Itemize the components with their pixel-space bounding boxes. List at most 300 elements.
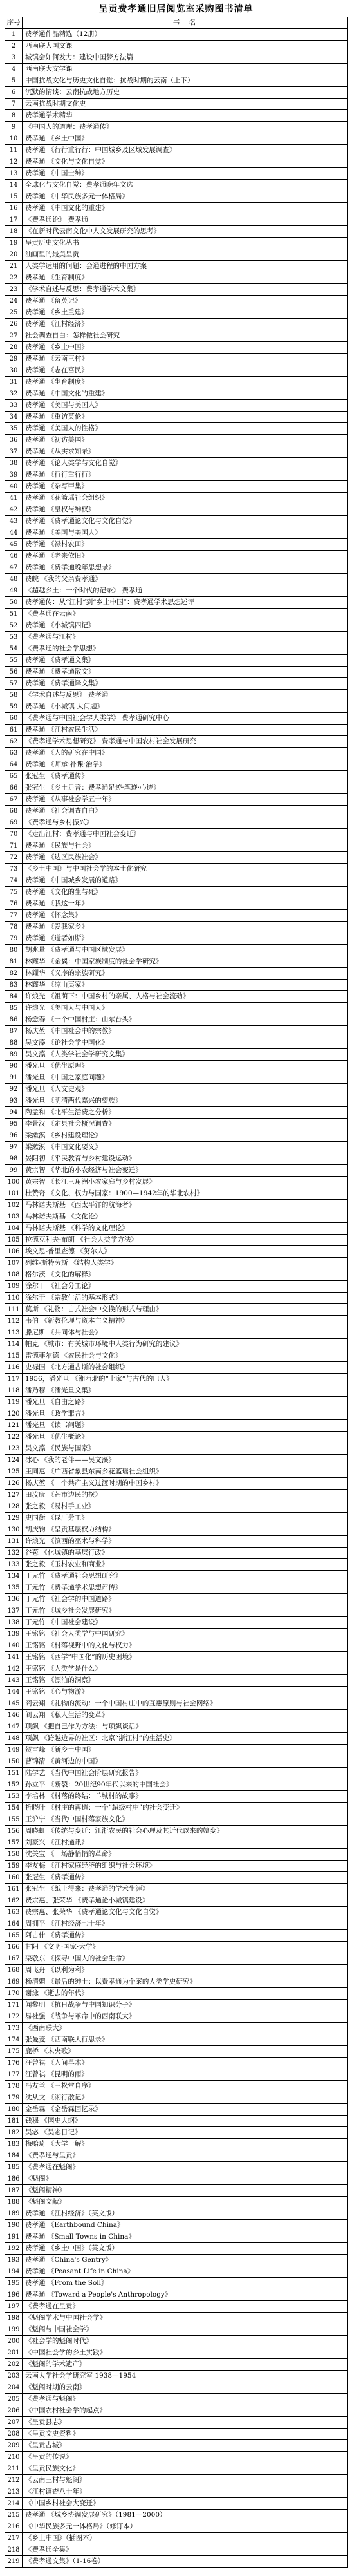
table-row [5, 342, 347, 354]
table-row [5, 354, 347, 365]
table-row [5, 1316, 347, 1327]
book-title: 《魁阁文献》 [25, 2198, 66, 2206]
row-number: 95 [5, 1119, 23, 1130]
table-row [5, 933, 347, 945]
row-number: 107 [5, 1258, 23, 1269]
row-number: 204 [5, 2382, 23, 2393]
row-number: 21 [5, 261, 23, 272]
book-title: 曹锦清 《黄河边的中国》 [25, 1757, 102, 1765]
row-number: 73 [5, 864, 23, 875]
book-title: 费孝通 《生育制度》 [25, 274, 88, 281]
row-number: 65 [5, 771, 23, 782]
row-number: 109 [5, 1281, 23, 1292]
book-title: 《超越乡土：一个时代的记录》 费孝通 [25, 587, 142, 594]
table-row [5, 2023, 347, 2034]
table-row [5, 1235, 347, 1246]
row-number: 31 [5, 377, 23, 388]
table-row [5, 2544, 347, 2556]
book-title: 王铭铭 《人类学是什么》 [25, 1665, 102, 1672]
book-title: 费孝通 《费孝通文集》 [25, 656, 95, 664]
row-number: 102 [5, 1200, 23, 1211]
row-number: 170 [5, 1988, 23, 1999]
book-list-table [5, 17, 348, 2568]
table-row [5, 52, 347, 64]
book-title: 《学术自述与反思》 费孝通 [25, 691, 109, 699]
row-number: 60 [5, 713, 23, 724]
table-row [5, 284, 347, 296]
book-title: 费孝通 《行行重行行》 [25, 471, 95, 478]
row-number: 55 [5, 655, 23, 666]
table-row [5, 2336, 347, 2347]
book-title: 费孝通 《志在富民》 [25, 366, 88, 374]
book-title: 《费孝通的社会学思想》 [25, 645, 100, 652]
book-title: 潘光旦 《自由之路》 [25, 1398, 88, 1406]
book-title: 李培林 《村落的终结：羊城村的故事》 [25, 1792, 142, 1800]
table-row [5, 1721, 347, 1733]
table-row [5, 2104, 347, 2116]
book-title: 费孝通 《我这一年》 [25, 900, 88, 907]
table-row [5, 2533, 347, 2544]
table-row [5, 481, 347, 493]
book-title: 《费孝通在云南》 [25, 610, 79, 618]
row-number: 191 [5, 2231, 23, 2242]
row-number: 132 [5, 1548, 23, 1558]
book-title: 冰心 《我的老伴——吴文藻》 [25, 1456, 115, 1464]
row-number: 211 [5, 2463, 23, 2474]
row-number: 130 [5, 1524, 23, 1535]
row-number: 105 [5, 1235, 23, 1245]
row-number: 149 [5, 1745, 23, 1756]
row-number: 203 [5, 2371, 23, 2382]
row-number: 93 [5, 1095, 23, 1106]
row-number: 212 [5, 2475, 23, 2486]
book-title: 费孝通 《行行重行行：中国城乡及区域发展调查》 [25, 146, 176, 154]
row-number: 182 [5, 2127, 23, 2138]
book-title: 《西南联大》 [25, 2024, 66, 2032]
book-title: 费孝通 《China's Gentry》 [25, 2256, 113, 2264]
table-row [5, 1269, 347, 1281]
row-number: 166 [5, 1942, 23, 1953]
book-title: 《费孝通与中国社会学人类学》 费孝通研究中心 [25, 714, 169, 722]
book-title: 费孝通 《Small Towns in China》 [25, 2233, 135, 2240]
table-row [5, 1791, 347, 1803]
table-row [5, 2347, 347, 2359]
table-row [5, 2034, 347, 2046]
book-title: 费孝通 《中国城乡发展的道路》 [25, 876, 122, 884]
table-row [5, 2058, 347, 2069]
book-title: 费孝通 《重访英伦》 [25, 413, 88, 421]
book-title: 费孝通 《逝者如斯》 [25, 934, 88, 942]
table-row [5, 1814, 347, 1826]
book-title: 韦伯 《新教伦理与资本主义精神》 [25, 1317, 129, 1325]
book-title: 张曼菱 《西南联大行思录》 [25, 2036, 109, 2043]
row-number: 49 [5, 585, 23, 596]
book-title: 潘光旦 《优生原理》 [25, 1062, 88, 1070]
table-row [5, 412, 347, 423]
table-row [5, 377, 347, 388]
row-number: 180 [5, 2104, 23, 2115]
table-row [5, 713, 347, 724]
book-title: 费宗惠、张荣华 《费孝通论小城镇建设》 [25, 1897, 149, 1904]
row-number: 145 [5, 1698, 23, 1709]
table-row [5, 41, 347, 52]
row-number: 36 [5, 435, 23, 446]
book-title: 费孝通 《花篮瑶社会组织》 [25, 494, 109, 502]
table-row [5, 562, 347, 574]
row-number: 53 [5, 632, 23, 643]
book-title: 《费孝通与江村》 [25, 633, 79, 641]
row-number: 143 [5, 1675, 23, 1686]
book-title: 许烺光 《美国人与中国人》 [25, 1004, 109, 1012]
table-row [5, 2301, 347, 2313]
table-row [5, 1548, 347, 1559]
book-title: 费孝通 《皇权与绅权》 [25, 506, 95, 513]
table-row [5, 724, 347, 736]
table-row [5, 2359, 347, 2371]
table-row [5, 2116, 347, 2127]
book-title: 费孝通 《江村经济》 [25, 320, 88, 328]
book-title: 张冠生 《费孝通传》 [25, 1873, 88, 1881]
row-number: 116 [5, 1362, 23, 1373]
book-title: 折晓叶 《村庄的再造：一个“超级村庄”的社会变迁》 [25, 1804, 183, 1812]
book-title: 《呈贡的传说》 [25, 2453, 73, 2461]
book-title: 金岳霖 《金岳霖回忆录》 [25, 2105, 102, 2113]
row-number: 178 [5, 2081, 23, 2092]
row-number: 38 [5, 458, 23, 469]
book-title: 费孝通 《乡土中国》（英文版） [25, 2244, 119, 2252]
book-title: 王铭铭 《村落视野中的文化与权力》 [25, 1642, 136, 1649]
table-row [5, 296, 347, 307]
table-row [5, 574, 347, 585]
row-number: 163 [5, 1907, 23, 1918]
table-row [5, 1455, 347, 1466]
row-number: 82 [5, 968, 23, 979]
book-title: 汪曾祺 《昆明的雨》 [25, 2070, 88, 2078]
row-number: 198 [5, 2313, 23, 2324]
row-number: 98 [5, 1153, 23, 1164]
row-number: 188 [5, 2197, 23, 2208]
column-header-number: 序号 [5, 17, 23, 28]
book-title: 费孝通 《师承·补课·治学》 [25, 761, 106, 768]
row-number: 192 [5, 2243, 23, 2254]
row-number: 28 [5, 342, 23, 353]
table-row [5, 2174, 347, 2185]
table-row [5, 1826, 347, 1837]
row-number: 58 [5, 690, 23, 701]
book-title: 《中华民族多元一体格局》（修订本） [25, 2523, 137, 2530]
book-title: 丁元竹 《社会学的中国道路》 [25, 1595, 115, 1603]
table-row [5, 840, 347, 852]
row-number: 218 [5, 2544, 23, 2555]
book-title: 王铭铭 《漂泊的洞察》 [25, 1676, 95, 1684]
table-row [5, 2452, 347, 2463]
table-row [5, 1582, 347, 1594]
table-row [5, 1420, 347, 1432]
book-title: 费孝通 《初访美国》 [25, 436, 88, 444]
row-number: 183 [5, 2139, 23, 2150]
row-number: 5 [5, 75, 23, 86]
table-row [5, 1872, 347, 1884]
table-row [5, 1107, 347, 1119]
table-row [5, 643, 347, 655]
table-row [5, 1466, 347, 1478]
table-row [5, 1188, 347, 1200]
row-number: 176 [5, 2058, 23, 2069]
table-row [5, 829, 347, 840]
row-number: 113 [5, 1327, 23, 1338]
book-title: 杨庆堃 《一个共产主义过渡时期的中国乡村》 [25, 1479, 163, 1487]
row-number: 186 [5, 2174, 23, 2184]
table-row [5, 319, 347, 330]
table-row [5, 1362, 347, 1374]
table-row [5, 1849, 347, 1861]
table-row [5, 1745, 347, 1756]
book-title: 《呈贡古城》 [25, 2441, 66, 2449]
book-title: 费孝通 《文化的生与死》 [25, 888, 102, 896]
book-title: 费孝通 《留英记》 [25, 297, 82, 305]
row-number: 147 [5, 1721, 23, 1732]
row-number: 128 [5, 1501, 23, 1512]
row-number: 94 [5, 1107, 23, 1118]
book-title: 费孝通 《文化与文化自觉》 [25, 158, 109, 166]
book-title: 费孝通 《中华民族多元一体格局》 [25, 193, 129, 200]
book-title: 渠敬东 《探寻中国人的社会生命》 [25, 1955, 129, 1962]
table-row [5, 1652, 347, 1663]
book-title: 费孝通 《小城镇四记》 [25, 621, 95, 629]
row-number: 185 [5, 2162, 23, 2173]
book-title: 《在新时代云南文化中人文发展研究的思考》 [25, 227, 160, 235]
book-title: 费孝通 《江村农民生活》 [25, 726, 102, 734]
book-title: 汪曾祺 《人间草木》 [25, 2059, 88, 2067]
book-title: 《中国乡村社会大变迁》 [25, 2499, 100, 2507]
table-row [5, 2382, 347, 2394]
row-number: 115 [5, 1350, 23, 1361]
table-row [5, 1942, 347, 1953]
row-number: 119 [5, 1397, 23, 1408]
table-row [5, 1095, 347, 1107]
row-number: 71 [5, 840, 23, 851]
table-row [5, 817, 347, 829]
table-row [5, 145, 347, 156]
book-title: 《费孝通与乡村振兴》 [25, 819, 93, 826]
row-number: 168 [5, 1965, 23, 1976]
book-title: 费孝通 《爱我家乡》 [25, 923, 88, 931]
row-number: 50 [5, 597, 23, 608]
row-number: 51 [5, 609, 23, 620]
book-title: 费孝通 《城乡协调发展研究》（1981—2000） [25, 2511, 167, 2519]
book-title: 鹿桥 《未央歌》 [25, 2047, 75, 2055]
book-title: 梅贻琦 《大学一解》 [25, 2140, 88, 2148]
book-title: 田汝康 《芒市边民的摆》 [25, 1491, 102, 1499]
book-title: 《江村调查八十年》 [25, 2488, 86, 2496]
row-number: 66 [5, 782, 23, 793]
book-title: 甘阳 《文明·国家·大学》 [25, 1943, 100, 1951]
table-row [5, 87, 347, 99]
row-number: 202 [5, 2359, 23, 2370]
row-number: 63 [5, 748, 23, 759]
row-number: 160 [5, 1872, 23, 1883]
row-number: 40 [5, 481, 23, 492]
table-row [5, 2521, 347, 2533]
row-number: 155 [5, 1814, 23, 1825]
table-row [5, 110, 347, 122]
book-title: 费孝通 《杂写甲集》 [25, 482, 88, 490]
table-row [5, 2011, 347, 2023]
book-title: 吴文藻 《民族与国家》 [25, 1444, 95, 1452]
book-title: 张冠生 《费孝通传》 [25, 772, 88, 780]
table-row [5, 1513, 347, 1524]
row-number: 90 [5, 1061, 23, 1072]
table-row [5, 1153, 347, 1165]
table-row [5, 748, 347, 759]
table-row [5, 1837, 347, 1849]
table-row [5, 922, 347, 933]
book-title: 费孝通 《费孝通晚年思想录》 [25, 564, 115, 571]
book-title: 陆学艺 《当代中国社会阶层研究报告》 [25, 1769, 142, 1777]
row-number: 35 [5, 423, 23, 434]
table-row [5, 423, 347, 435]
row-number: 111 [5, 1304, 23, 1315]
book-title: 费孝通 《美国人的性格》 [25, 424, 102, 432]
book-title: 沈关宝 《一场静悄悄的革命》 [25, 1850, 115, 1858]
table-row [5, 887, 347, 898]
book-title: 林耀华 《凉山夷家》 [25, 981, 88, 989]
book-title: 吴文藻 《人类学社会学研究文集》 [25, 1050, 129, 1058]
row-number: 167 [5, 1953, 23, 1964]
table-row [5, 2289, 347, 2301]
table-row [5, 2313, 347, 2324]
table-row [5, 701, 347, 713]
table-row [5, 690, 347, 701]
table-row [5, 1072, 347, 1084]
table-row [5, 1559, 347, 1571]
table-row [5, 1640, 347, 1652]
book-title: 社会调查自白：怎样做社会研究 [25, 332, 120, 339]
row-number: 30 [5, 365, 23, 376]
table-row [5, 1258, 347, 1269]
row-number: 48 [5, 574, 23, 585]
table-row [5, 2440, 347, 2452]
row-number: 13 [5, 168, 23, 179]
table-row [5, 99, 347, 110]
table-row [5, 2139, 347, 2150]
table-row [5, 1756, 347, 1768]
book-title: 丁元竹 《费孝通社会思想研究》 [25, 1572, 122, 1580]
table-row [5, 1524, 347, 1536]
row-number: 68 [5, 806, 23, 817]
table-row [5, 1663, 347, 1675]
book-title: 西南联大文学课 [25, 65, 73, 73]
table-row [5, 307, 347, 319]
table-row [5, 2150, 347, 2162]
row-number: 165 [5, 1930, 23, 1941]
table-row [5, 1710, 347, 1721]
row-number: 59 [5, 701, 23, 712]
table-row [5, 956, 347, 968]
row-number: 157 [5, 1837, 23, 1848]
book-title: 张之毅 《玉村农业和商业》 [25, 1560, 109, 1568]
book-title: 周晓虹 《传统与变迁：江浙农民的社会心理及其近代以来的嬗变》 [25, 1827, 223, 1835]
table-row [5, 2231, 347, 2243]
book-title: 王铭铭 《西学“中国化”的历史困境》 [25, 1653, 136, 1661]
row-number: 197 [5, 2301, 23, 2312]
book-title: 费孝通传：从“江村”到“乡土中国”：费孝通学术思想述评 [25, 598, 194, 606]
table-row [5, 203, 347, 214]
row-number: 141 [5, 1652, 23, 1663]
table-row [5, 446, 347, 458]
row-number: 99 [5, 1165, 23, 1176]
row-number: 173 [5, 2023, 23, 2034]
row-number: 54 [5, 643, 23, 654]
book-title: 全球化与文化自觉：费孝通晚年文选 [25, 181, 133, 189]
row-number: 80 [5, 945, 23, 956]
book-title: 周拥平 《江村经济七十年》 [25, 1920, 109, 1927]
row-number: 14 [5, 180, 23, 191]
row-number: 106 [5, 1246, 23, 1257]
book-title: 《魁阁》 [25, 2175, 52, 2183]
book-title: 《费孝通在魁阁》 [25, 2163, 79, 2171]
table-row [5, 1049, 347, 1061]
row-number: 194 [5, 2266, 23, 2277]
row-number: 134 [5, 1571, 23, 1582]
row-number: 22 [5, 272, 23, 283]
row-number: 144 [5, 1687, 23, 1698]
row-number: 12 [5, 156, 23, 167]
book-title: 《魁阁精神》 [25, 2186, 66, 2194]
row-number: 57 [5, 678, 23, 689]
table-row [5, 516, 347, 527]
book-title: 许烺光 《滇西的巫术与科学》 [25, 1537, 115, 1545]
row-number: 181 [5, 2116, 23, 2126]
table-row [5, 214, 347, 226]
table-row [5, 1605, 347, 1617]
book-title: 《魁阁时期的云南》 [25, 2383, 86, 2391]
row-number: 189 [5, 2208, 23, 2219]
row-number: 26 [5, 319, 23, 330]
book-title: 潘光旦 《优生概论》 [25, 1433, 88, 1441]
book-title: 王沪宁 《当代中国村落家族文化》 [25, 1815, 129, 1823]
book-title: 费孝通 《费孝通译文集》 [25, 679, 102, 687]
table-row [5, 1629, 347, 1640]
book-title: 费孝通 《中国文化的重建》 [25, 390, 109, 397]
table-row [5, 1687, 347, 1698]
book-title: 费孝通 《人的研究在中国》 [25, 749, 109, 757]
row-number: 88 [5, 1037, 23, 1048]
row-number: 151 [5, 1768, 23, 1779]
book-title: 雷德菲尔德 《农民社会与文化》 [25, 1352, 122, 1359]
table-row [5, 1501, 347, 1513]
table-row [5, 945, 347, 956]
book-title: 《呈贡文史资料》 [25, 2430, 79, 2438]
table-row [5, 1374, 347, 1385]
row-number: 219 [5, 2556, 23, 2567]
book-title: 1956，潘光旦 《湘西北的“土家”与古代的巴人》 [25, 1375, 173, 1383]
book-title: 梁漱溟 《乡村建设理论》 [25, 1132, 102, 1139]
row-number: 148 [5, 1733, 23, 1744]
table-row [5, 1965, 347, 1976]
row-number: 179 [5, 2092, 23, 2103]
book-title: 丁元竹 《中国社会建设》 [25, 1618, 102, 1626]
table-row [5, 2324, 347, 2336]
book-title: 林耀华 《义序的宗族研究》 [25, 969, 109, 977]
row-number: 177 [5, 2069, 23, 2080]
row-number: 92 [5, 1084, 23, 1095]
book-title: 王同惠 《广西省象县东南乡花篮瑶社会组织》 [25, 1468, 163, 1475]
book-title: 马林诺夫斯基 《文化论》 [25, 1213, 102, 1220]
row-number: 124 [5, 1455, 23, 1466]
book-title: 列维-斯特劳斯 《结构人类学》 [25, 1259, 118, 1267]
book-title: 杜赞奇 《文化、权力与国家：1900—1942年的华北农村》 [25, 1189, 204, 1197]
